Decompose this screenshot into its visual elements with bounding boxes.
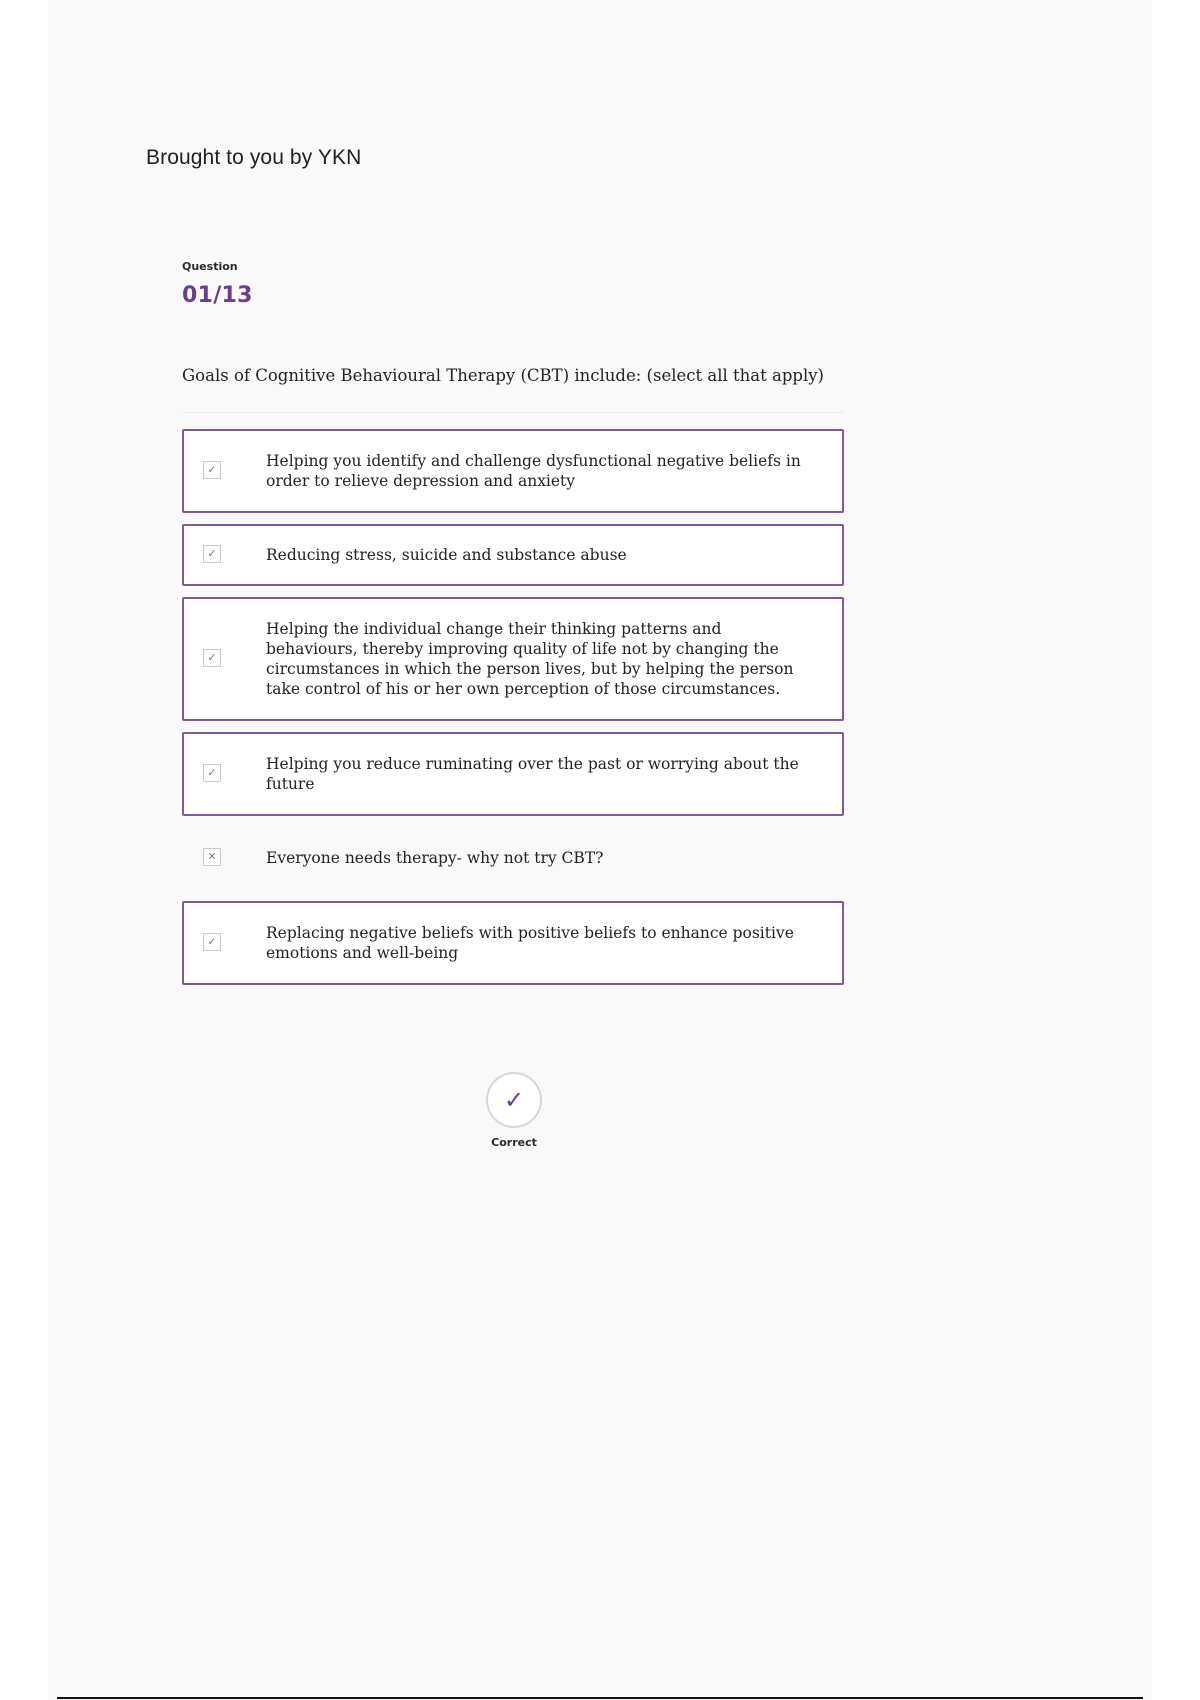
result-label: Correct: [491, 1136, 537, 1149]
checkbox-cross-icon[interactable]: ✕: [203, 848, 221, 866]
checkbox-checked-icon[interactable]: ✓: [203, 649, 221, 667]
answer-option-text: Replacing negative beliefs with positive beliefs to enhance positive emotions and well-being: [266, 924, 794, 962]
question-divider: [182, 412, 844, 413]
answer-option-text: Reducing stress, suicide and substance abuse: [266, 546, 627, 564]
result-indicator: [484, 1072, 544, 1149]
answer-option-text: Everyone needs therapy- why not try CBT?: [266, 849, 604, 867]
answer-option-4[interactable]: [182, 732, 844, 816]
answer-option-6[interactable]: [182, 901, 844, 985]
answer-option-2[interactable]: [182, 524, 844, 586]
checkbox-checked-icon[interactable]: ✓: [203, 545, 221, 563]
question-text: Goals of Cognitive Behavioural Therapy (CBT) include: (select all that apply): [182, 366, 824, 385]
checkbox-checked-icon[interactable]: ✓: [203, 461, 221, 479]
answer-option-text: Helping you identify and challenge dysfunctional negative beliefs in order to relieve depression and anxiety: [266, 452, 801, 490]
answer-option-1[interactable]: [182, 429, 844, 513]
question-label: Question: [182, 260, 238, 273]
checkbox-checked-icon[interactable]: ✓: [203, 933, 221, 951]
answer-option-3[interactable]: [182, 597, 844, 721]
checkbox-checked-icon[interactable]: ✓: [203, 764, 221, 782]
answer-option-5[interactable]: [182, 827, 844, 889]
question-number: 01/13: [182, 283, 253, 308]
brand-text: Brought to you by YKN: [146, 146, 362, 169]
footer-divider: [57, 1697, 1143, 1699]
answer-options: [182, 429, 844, 996]
answer-option-text: Helping you reduce ruminating over the past or worrying about the future: [266, 755, 799, 793]
answer-option-text: Helping the individual change their thinking patterns and behaviours, thereby improving quality of life not by changing the circumstances in which the person lives, but by helping the person take control of his or her own perception of those circumstances.: [266, 620, 794, 698]
check-icon: ✓: [486, 1072, 542, 1128]
